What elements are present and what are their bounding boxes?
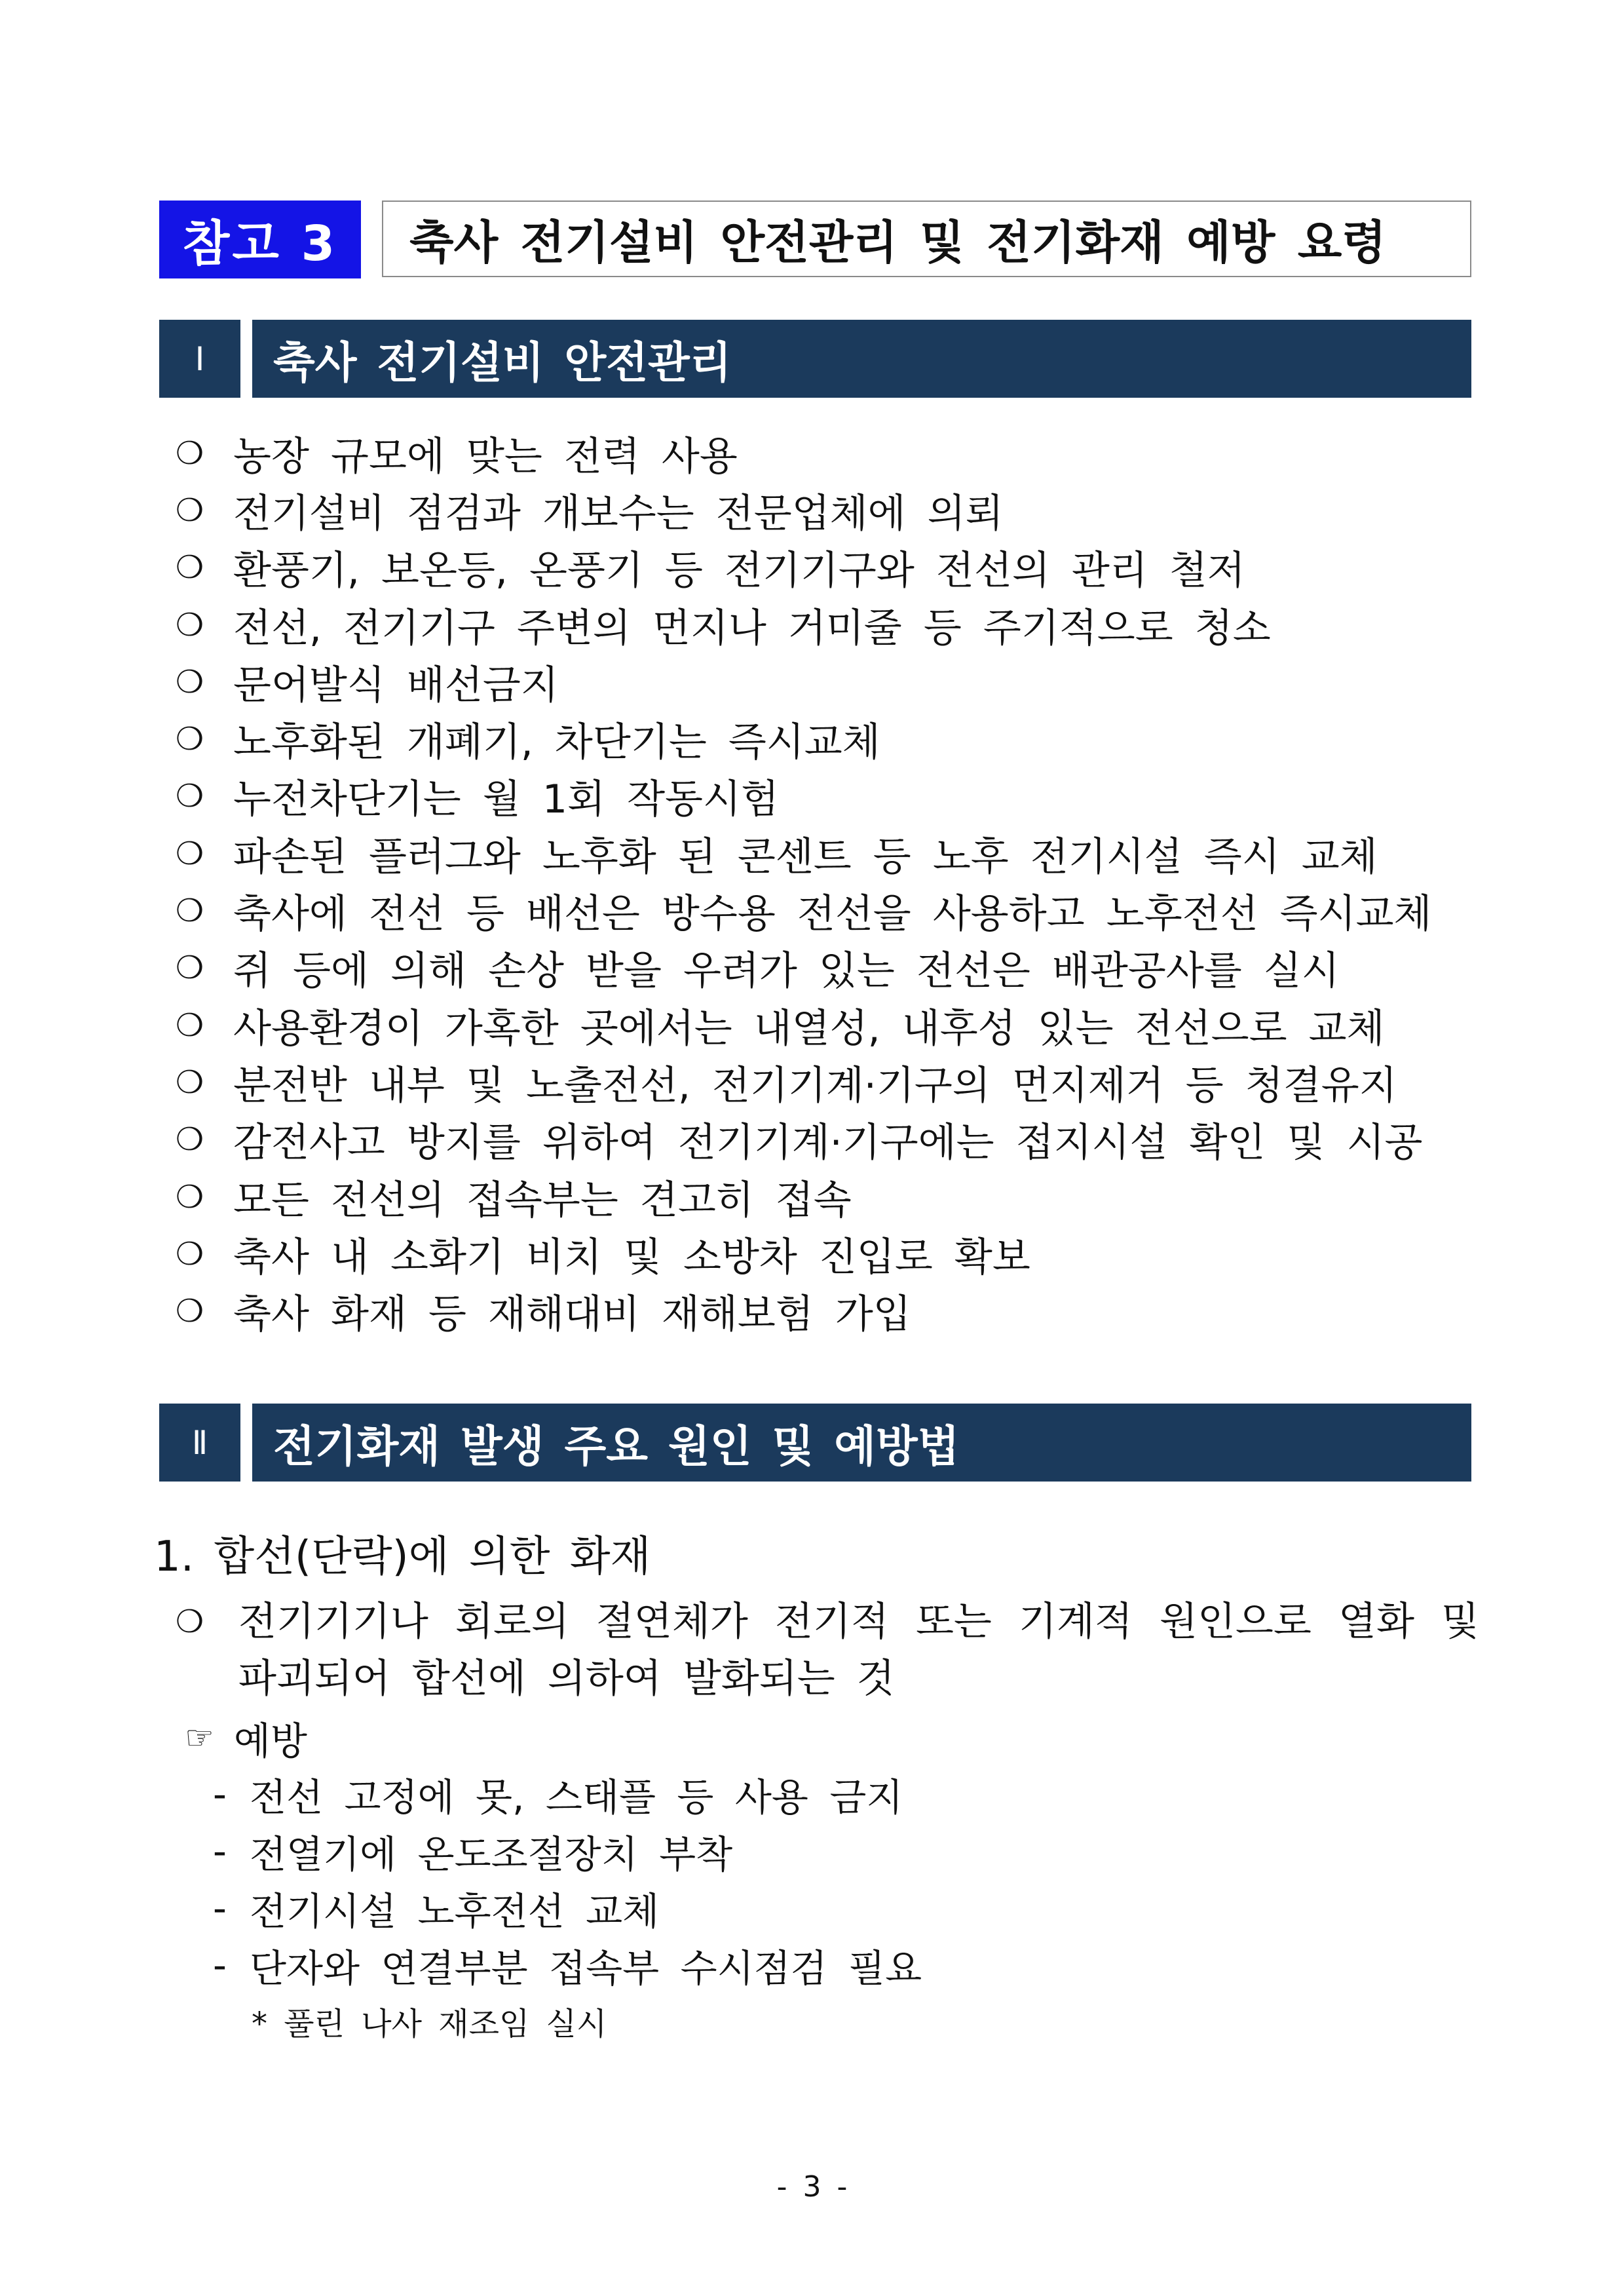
bullet-circle-icon: ❍ [176,1293,204,1330]
section2-title: 전기화재 발생 주요 원인 및 예방법 [252,1404,1471,1482]
bullet-circle-icon: ❍ [176,835,204,872]
dash-marker: - [213,1885,227,1930]
list-item: ❍ 전선, 전기기구 주변의 먼지나 거미줄 등 주기적으로 청소 [176,605,1271,651]
list-item: ❍ 분전반 내부 및 노출전선, 전기기계·기구의 먼지제거 등 청결유지 [176,1062,1397,1109]
prevention-note: * 풀린 나사 재조임 실시 [252,2006,607,2042]
dash-marker: - [213,1828,227,1873]
pointing-hand-icon: ☞ [185,1719,214,1757]
list-item: ❍ 축사 내 소화기 비치 및 소방차 진입로 확보 [176,1234,1030,1280]
bullet-circle-icon: ❍ [176,949,204,987]
prevention-list [213,1765,922,1993]
list-item: ❍ 사용환경이 가혹한 곳에서는 내열성, 내후성 있는 전선으로 교체 [176,1005,1385,1052]
list-item: ❍ 노후화된 개폐기, 차단기는 즉시교체 [176,719,880,766]
list-item: ❍ 문어발식 배선금지 [176,662,559,708]
bullet-circle-icon: ❍ [176,721,204,758]
list-item: ❍ 축사 화재 등 재해대비 재해보험 가입 [176,1292,911,1338]
list-item: - 전열기에 온도조절장치 부착 [213,1828,733,1877]
dash-marker: - [213,1771,227,1816]
page-number: - 3 - [776,2170,848,2204]
list-item: - 전기시설 노후전선 교체 [213,1885,660,1934]
bullet-circle-icon: ❍ [176,1235,204,1272]
bullet-circle-icon: ❍ [176,1178,204,1215]
reference-title: 축사 전기설비 안전관리 및 전기화재 예방 요령 [409,216,1386,269]
bullet-circle-icon: ❍ [176,1063,204,1101]
dash-marker: - [213,1942,227,1987]
bullet-circle-icon: ❍ [176,549,204,586]
list-item: ❍ 파손된 플러그와 노후화 된 콘센트 등 노후 전기시설 즉시 교체 [176,833,1378,880]
list-item: ❍ 농장 규모에 맞는 전력 사용 [176,433,738,480]
section2-number: Ⅱ [159,1404,240,1482]
list-item: ❍ 감전사고 방지를 위하여 전기기계·기구에는 접지시설 확인 및 시공 [176,1120,1423,1166]
section1-number: Ⅰ [159,320,240,398]
list-item: ❍ 쥐 등에 의해 손상 받을 우려가 있는 전선은 배관공사를 실시 [176,948,1340,995]
list-item: ❍ 전기설비 점검과 개보수는 전문업체에 의뢰 [176,490,1004,537]
bullet-circle-icon: ❍ [176,1006,204,1044]
list-item: ❍ 축사에 전선 등 배선은 방수용 전선을 사용하고 노후전선 즉시교체 [176,891,1432,938]
list-item: ❍ 모든 전선의 접속부는 견고히 접속 [176,1177,852,1223]
bullet-circle-icon: ❍ [176,1603,204,1640]
bullet-circle-icon: ❍ [176,892,204,930]
description-text: 전기기기나 회로의 절연체가 전기적 또는 기계적 원인으로 열화 및 파괴되어 합선에 의하여 발화되는 것 [238,1599,1479,1702]
list-item: ❍ 누전차단기는 월 1회 작동시험 [176,776,779,823]
bullet-circle-icon: ❍ [176,663,204,700]
reference-badge: 참고 3 [159,201,361,278]
bullet-circle-icon: ❍ [176,434,204,472]
section2-description [176,1594,1479,1708]
section1-title: 축사 전기설비 안전관리 [252,320,1471,398]
bullet-circle-icon: ❍ [176,778,204,815]
bullet-circle-icon: ❍ [176,1121,204,1158]
reference-title-box [382,201,1471,277]
prevention-label: 예방 [233,1719,307,1763]
bullet-circle-icon: ❍ [176,491,204,529]
prevention-label-row [185,1710,307,1765]
section2-subheading: 1. 합선(단락)에 의한 화재 [154,1533,651,1581]
bullet-circle-icon: ❍ [176,606,204,643]
list-item: - 전선 고정에 못, 스태플 등 사용 금지 [213,1771,903,1820]
list-item: ❍ 환풍기, 보온등, 온풍기 등 전기기구와 전선의 관리 철저 [176,548,1245,594]
section1-bullet-list [176,425,1432,1340]
list-item: - 단자와 연결부분 접속부 수시점검 필요 [213,1942,922,1991]
